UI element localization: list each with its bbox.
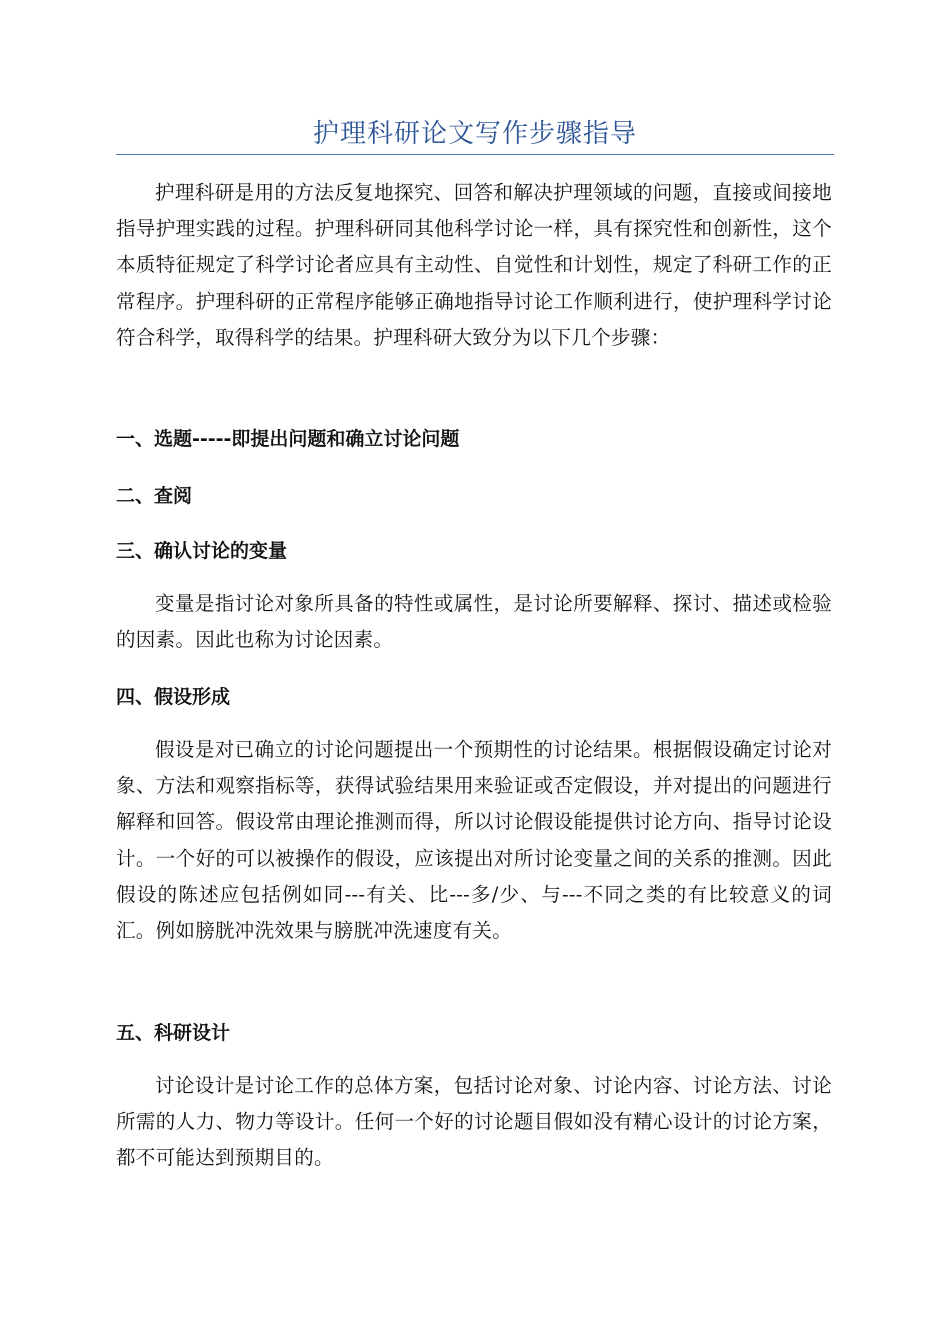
section-heading-4: 四、假设形成 — [116, 686, 231, 708]
section-heading-5: 五、科研设计 — [116, 1022, 231, 1044]
title-underline — [116, 154, 834, 155]
section-heading-1: 一、选题-----即提出问题和确立讨论问题 — [116, 428, 460, 450]
section-body-5: 讨论设计是讨论工作的总体方案，包括讨论对象、讨论内容、讨论方法、讨论所需的人力、物力等设计。任何一个好的讨论题目假如没有精心设计的讨论方案，都不可能达到预期目的。 — [116, 1074, 832, 1170]
section-heading-2: 二、查阅 — [116, 485, 193, 507]
document-title: 护理科研论文写作步骤指导 — [312, 119, 637, 149]
section-heading-3: 三、确认讨论的变量 — [116, 540, 288, 562]
section-body-3: 变量是指讨论对象所具备的特性或属性，是讨论所要解释、探讨、描述或检验的因素。因此也称为讨论因素。 — [116, 592, 832, 652]
section-body-4: 假设是对已确立的讨论问题提出一个预期性的讨论结果。根据假设确定讨论对象、方法和观察指标等，获得试验结果用来验证或否定假设，并对提出的问题进行解释和回答。假设常由理论推测而得，所以讨论假设能提供讨论方向、指导讨论设计。一个好的可以被操作的假设，应该提出对所讨论变量之间的关系的推测。因此假设的陈述应包括例如同---有关、比---多/少、与---不同之类的有比较意义的词汇。例如膀胱冲洗效果与膀胱冲洗速度有关。 — [116, 738, 832, 943]
intro-paragraph: 护理科研是用的方法反复地探究、回答和解决护理领域的问题，直接或间接地指导护理实践的过程。护理科研同其他科学讨论一样，具有探究性和创新性，这个本质特征规定了科学讨论者应具有主动性、自觉性和计划性，规定了科研工作的正常程序。护理科研的正常程序能够正确地指导讨论工作顺利进行，使护理科学讨论符合科学，取得科学的结果。护理科研大致分为以下几个步骤： — [116, 181, 832, 349]
